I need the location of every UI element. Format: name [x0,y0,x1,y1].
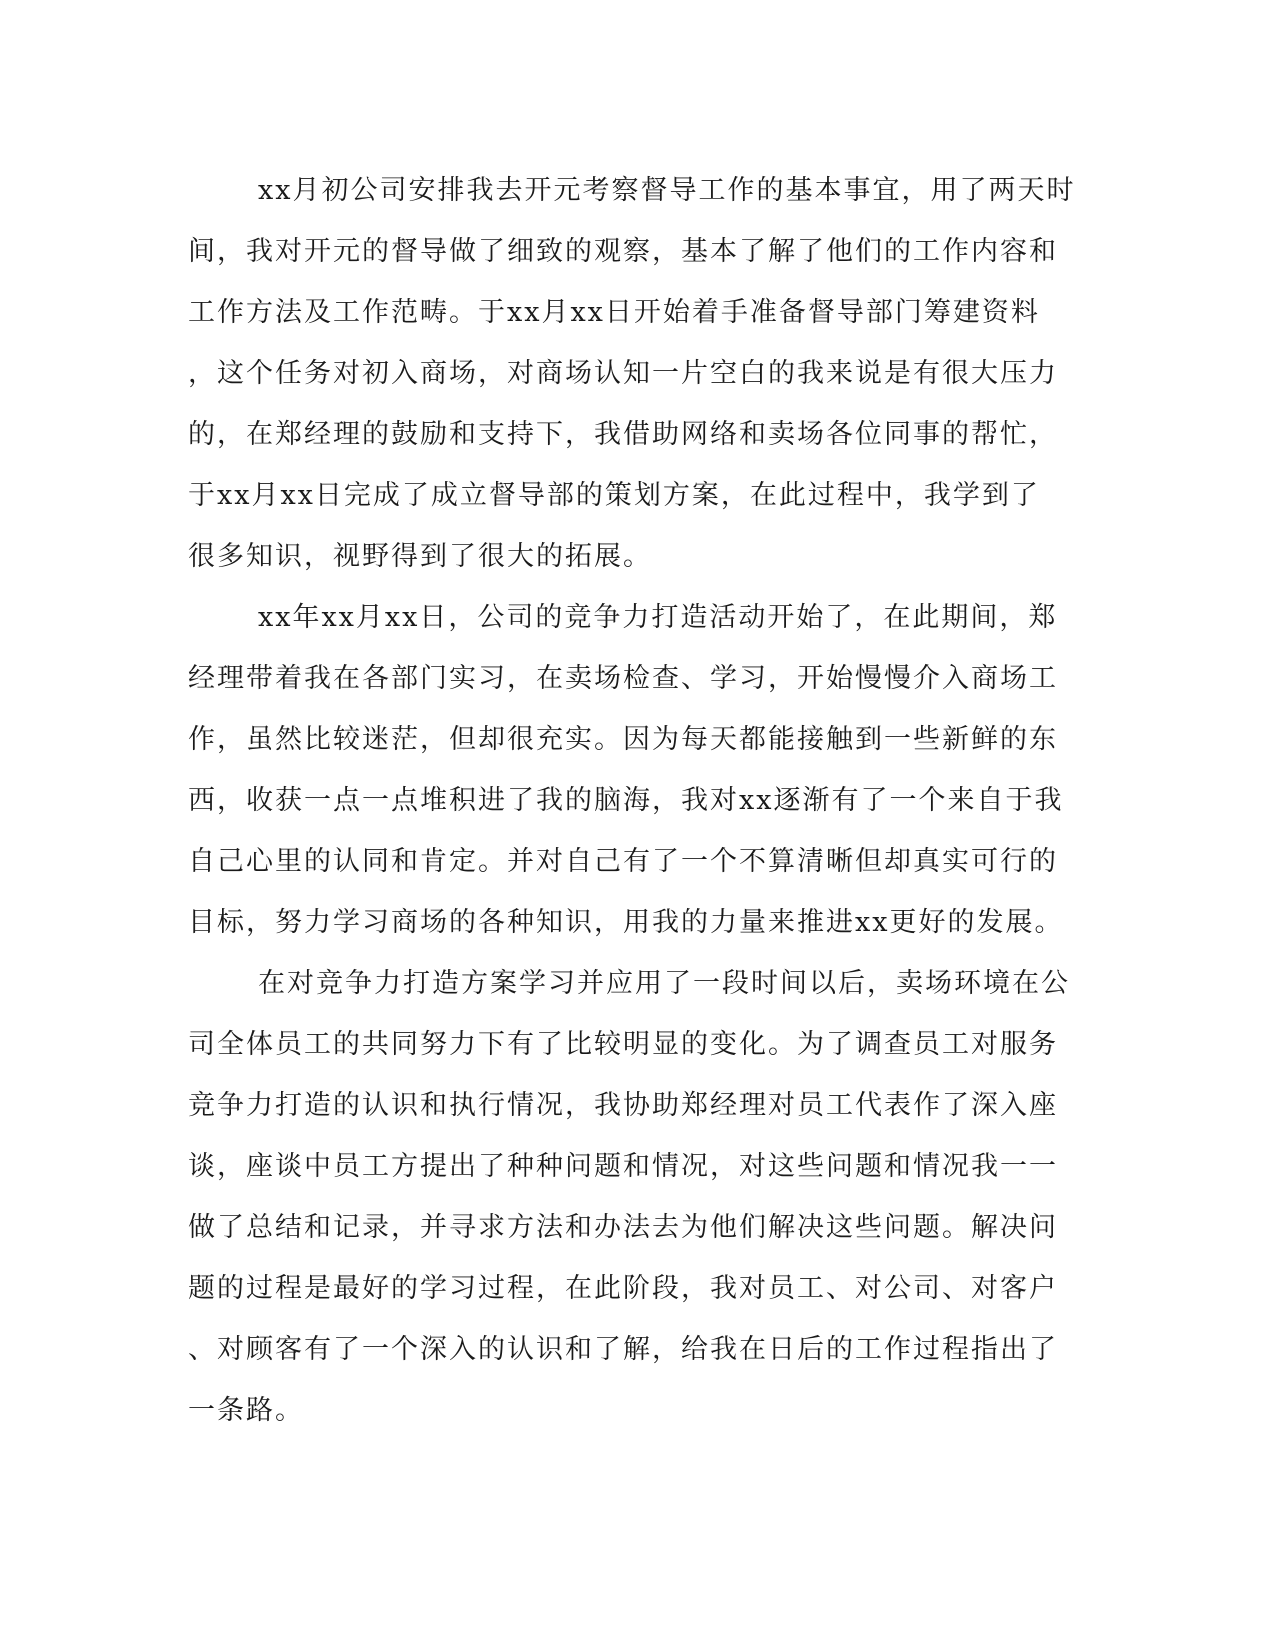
text-line: 司全体员工的共同努力下有了比较明显的变化。为了调查员工对服务 [188,1029,1058,1060]
text-line: xx月初公司安排我去开元考察督导工作的基本事宜，用了两天时 [258,175,1076,206]
paragraph-3 [188,953,1088,1441]
text-line: 、对顾客有了一个深入的认识和了解，给我在日后的工作过程指出了 [188,1334,1058,1365]
text-line: 在对竞争力打造方案学习并应用了一段时间以后，卖场环境在公 [258,968,1070,999]
text-line: ，这个任务对初入商场，对商场认知一片空白的我来说是有很大压力 [188,358,1058,389]
text-line: xx年xx月xx日，公司的竞争力打造活动开始了，在此期间，郑 [258,602,1058,633]
paragraph-1 [188,160,1088,587]
text-line: 竞争力打造的认识和执行情况，我协助郑经理对员工代表作了深入座 [188,1090,1058,1121]
text-line: 作，虽然比较迷茫，但却很充实。因为每天都能接触到一些新鲜的东 [188,724,1058,755]
text-line: 工作方法及工作范畴。于xx月xx日开始着手准备督导部门筹建资料 [188,297,1040,328]
text-line: 于xx月xx日完成了成立督导部的策划方案，在此过程中，我学到了 [188,480,1040,511]
text-line: 很多知识，视野得到了很大的拓展。 [188,541,652,572]
text-line: 做了总结和记录，并寻求方法和办法去为他们解决这些问题。解决问 [188,1212,1058,1243]
text-line: 的，在郑经理的鼓励和支持下，我借助网络和卖场各位同事的帮忙， [188,419,1058,450]
text-line: 自己心里的认同和肯定。并对自己有了一个不算清晰但却真实可行的 [188,846,1058,877]
text-line: 西，收获一点一点堆积进了我的脑海，我对xx逐渐有了一个来自于我 [188,785,1064,816]
text-line: 经理带着我在各部门实习，在卖场检查、学习，开始慢慢介入商场工 [188,663,1058,694]
text-line: 一条路。 [188,1395,304,1426]
document-body [188,160,1088,1441]
text-line: 谈，座谈中员工方提出了种种问题和情况，对这些问题和情况我一一 [188,1151,1058,1182]
text-line: 目标，努力学习商场的各种知识，用我的力量来推进xx更好的发展。 [188,907,1064,938]
text-line: 题的过程是最好的学习过程，在此阶段，我对员工、对公司、对客户 [188,1273,1058,1304]
text-line: 间，我对开元的督导做了细致的观察，基本了解了他们的工作内容和 [188,236,1058,267]
paragraph-2 [188,587,1088,953]
